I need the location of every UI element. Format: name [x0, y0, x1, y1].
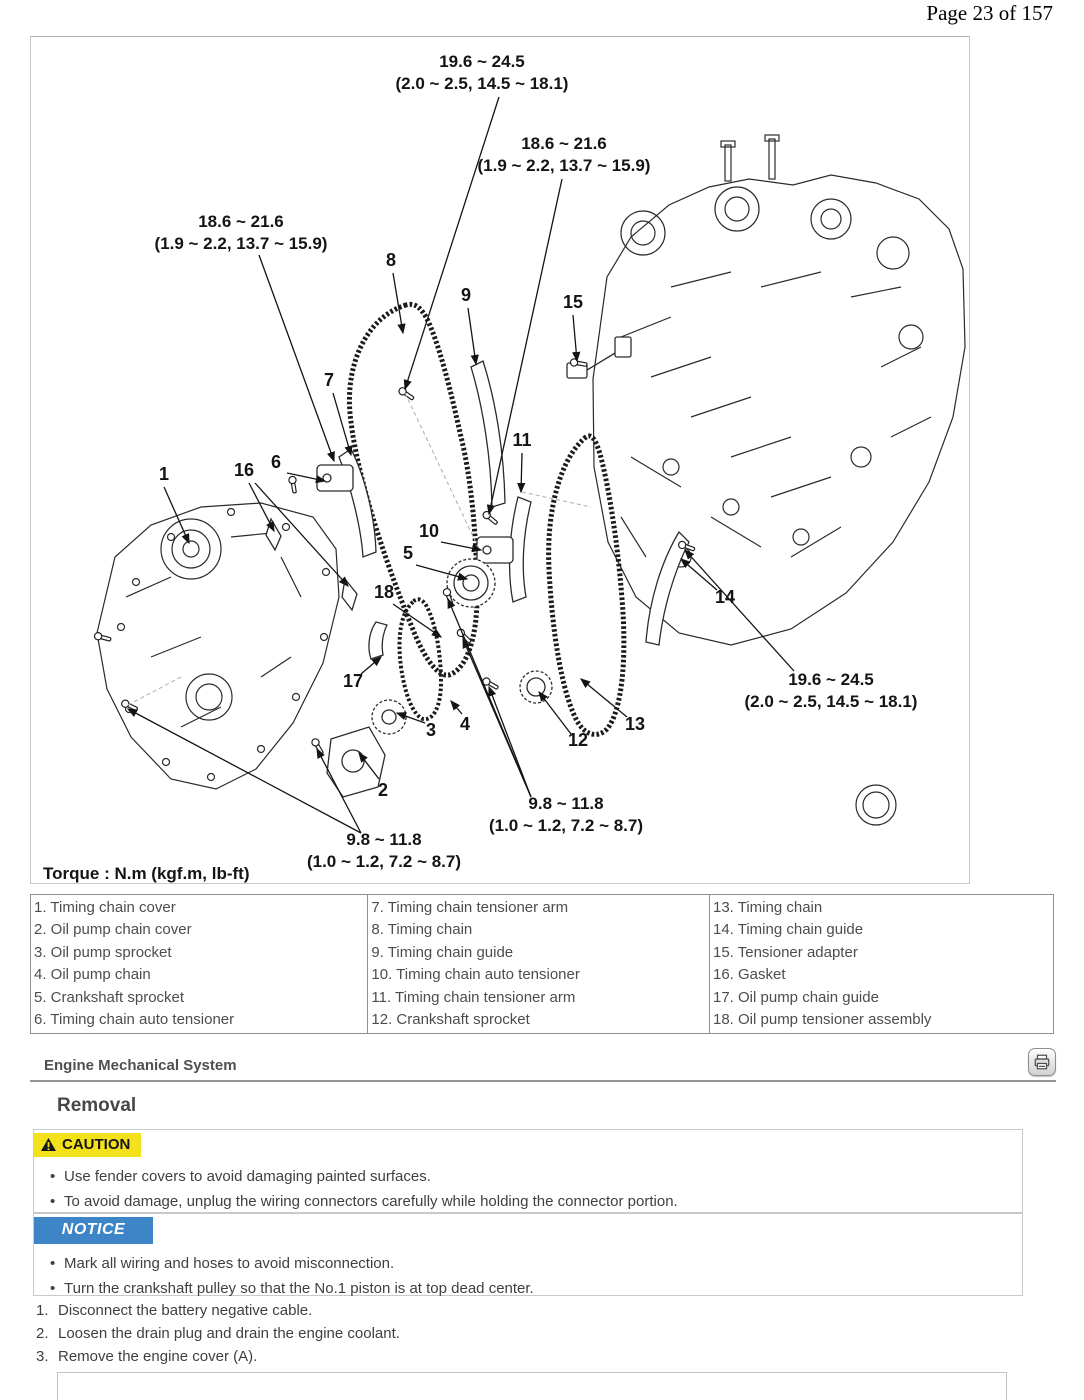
caution-badge [34, 1133, 141, 1157]
part-label-1: 1 [158, 464, 170, 484]
step-text: Loosen the drain plug and drain the engine coolant. [58, 1325, 400, 1342]
torque-callout-upper-left-line2: (1.9 ~ 2.2, 13.7 ~ 15.9) [154, 234, 328, 253]
page-indicator: Page 23 of 157 [926, 1, 1053, 25]
torque-callout-upper-right-line1: 18.6 ~ 21.6 [521, 134, 607, 153]
caution-item: • To avoid damage, unplug the wiring connectors carefully while holding the connector portion. [34, 1189, 1022, 1214]
procedure-step [36, 1345, 1036, 1368]
part-name: 11. Timing chain tensioner arm [371, 988, 576, 1006]
printer-icon [1033, 1053, 1051, 1071]
part-name: 16. Gasket [712, 966, 786, 984]
part-name: 17. Oil pump chain guide [712, 988, 879, 1006]
step-text: Remove the engine cover (A). [58, 1348, 258, 1365]
part-name: 9. Timing chain guide [371, 943, 514, 961]
part-label-14: 14 [714, 587, 736, 607]
torque-callout-right-line1: 19.6 ~ 24.5 [788, 670, 874, 689]
section-divider [30, 1080, 1056, 1082]
procedure-step [36, 1299, 1036, 1322]
torque-callout-top-line1: 19.6 ~ 24.5 [439, 52, 525, 71]
part-label-10: 10 [418, 521, 440, 541]
warning-icon [41, 1138, 56, 1151]
torque-callout-top-line2: (2.0 ~ 2.5, 14.5 ~ 18.1) [395, 74, 569, 93]
part-name: 12. Crankshaft sprocket [371, 1011, 530, 1029]
torque-callout-bottom-left-line2: (1.0 ~ 1.2, 7.2 ~ 8.7) [306, 852, 462, 871]
torque-callout-upper-right-line2: (1.9 ~ 2.2, 13.7 ~ 15.9) [477, 156, 651, 175]
part-label-13: 13 [624, 714, 646, 734]
engine-block-art [593, 135, 965, 825]
step-number: 1. [36, 1302, 49, 1319]
part-name: 3. Oil pump sprocket [34, 943, 172, 961]
part-name: 10. Timing chain auto tensioner [371, 966, 580, 984]
part-label-9: 9 [460, 285, 472, 305]
part-name: 8. Timing chain [371, 921, 473, 939]
notice-item: • Mark all wiring and hoses to avoid misconnection. [34, 1251, 1022, 1276]
part-name: 7. Timing chain tensioner arm [371, 899, 569, 916]
section-title: Engine Mechanical System [44, 1057, 237, 1074]
part-label-5: 5 [402, 543, 414, 563]
next-figure-box-partial [57, 1372, 1007, 1400]
torque-callout-upper-left-line1: 18.6 ~ 21.6 [198, 212, 284, 231]
procedure-steps [36, 1299, 1036, 1368]
notice-item: • Turn the crankshaft pulley so that the No.1 piston is at top dead center. [34, 1276, 1022, 1301]
step-text: Disconnect the battery negative cable. [58, 1302, 313, 1319]
part-label-15: 15 [562, 292, 584, 312]
parts-column-2 [368, 895, 710, 1034]
parts-column-3 [709, 895, 1053, 1034]
part-label-17: 17 [342, 671, 364, 691]
part-name: 4. Oil pump chain [34, 966, 151, 984]
notice-badge [34, 1217, 153, 1244]
part-label-8: 8 [385, 250, 397, 270]
torque-callout-right-line2: (2.0 ~ 2.5, 14.5 ~ 18.1) [744, 692, 918, 711]
part-name: 5. Crankshaft sprocket [34, 988, 185, 1006]
part-label-2: 2 [377, 780, 389, 800]
part-label-18: 18 [373, 582, 395, 602]
part-name: 1. Timing chain cover [34, 899, 176, 916]
timing-chain-cover-art [97, 503, 339, 789]
part-name: 14. Timing chain guide [712, 921, 864, 939]
timing-chain-diagram-figure [30, 36, 970, 884]
bolts-art [94, 358, 696, 755]
step-number: 2. [36, 1325, 49, 1342]
step-number: 3. [36, 1348, 49, 1365]
notice-label: NOTICE [61, 1221, 126, 1238]
torque-legend: Torque : N.m (kgf.m, lb-ft) [43, 864, 250, 883]
part-label-6: 6 [270, 452, 282, 472]
part-label-3: 3 [425, 720, 437, 740]
caution-label: CAUTION [62, 1136, 131, 1153]
print-button[interactable] [1028, 1048, 1056, 1076]
notice-box [33, 1213, 1023, 1296]
parts-column-1 [31, 895, 368, 1034]
part-name: 18. Oil pump tensioner assembly [712, 1011, 932, 1029]
removal-heading: Removal [57, 1095, 137, 1116]
caution-box [33, 1129, 1023, 1213]
caution-item: • Use fender covers to avoid damaging painted surfaces. [34, 1164, 1022, 1189]
procedure-step [36, 1322, 1036, 1345]
torque-callout-bottom-center-line1: 9.8 ~ 11.8 [528, 794, 604, 813]
torque-callout-bottom-center-line2: (1.0 ~ 1.2, 7.2 ~ 8.7) [488, 816, 644, 835]
parts-legend-table [30, 894, 1054, 1034]
part-name: 2. Oil pump chain cover [34, 921, 192, 939]
part-label-4: 4 [459, 714, 471, 734]
part-name: 13. Timing chain [712, 899, 823, 916]
timing-chain-diagram [31, 37, 969, 883]
torque-callout-bottom-left-line1: 9.8 ~ 11.8 [346, 830, 422, 849]
part-label-12: 12 [567, 730, 589, 750]
part-name: 15. Tensioner adapter [712, 943, 858, 961]
part-name: 6. Timing chain auto tensioner [34, 1011, 235, 1029]
part-label-16: 16 [233, 460, 255, 480]
part-label-11: 11 [512, 430, 532, 450]
part-label-7: 7 [323, 370, 335, 390]
